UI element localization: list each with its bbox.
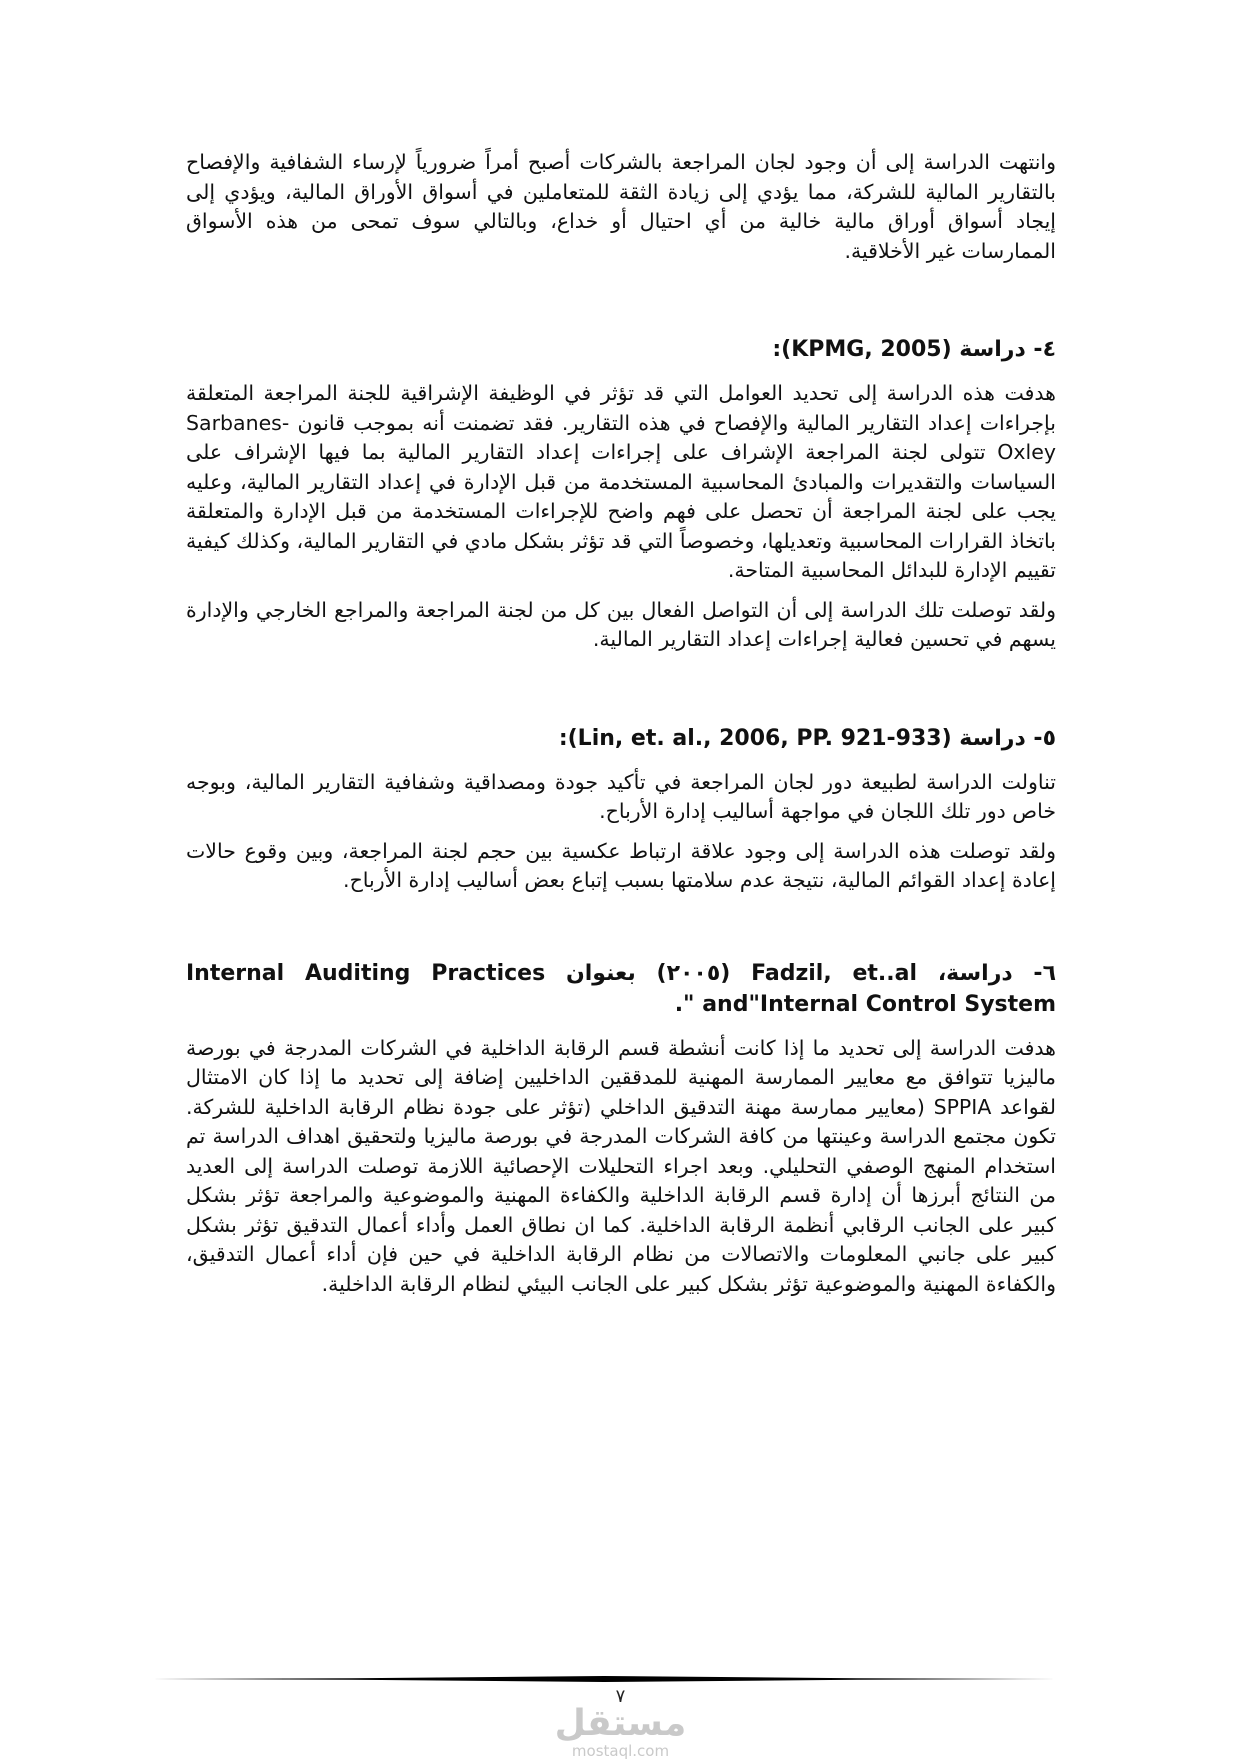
- watermark-site: mostaql.com: [571, 1742, 670, 1760]
- section-spacer: [186, 906, 1056, 958]
- section-5-paragraph-2: ولقد توصلت هذه الدراسة إلى وجود علاقة ارتباط عكسية بين حجم لجنة المراجعة، وبين وقوع حالات إعادة إعداد القوائم المالية، نتيجة عدم سلامتها بسبب إتباع بعض أساليب إدارة الأرباح.: [186, 838, 1056, 892]
- section-6-paragraph-1: هدفت الدراسة إلى تحديد ما إذا كانت أنشطة قسم الرقابة الداخلية في الشركات المدرجة في بورصة ماليزيا تتوافق مع معايير الممارسة المهنية للمدققين الداخليين إضافة إلى تحديد ما إذا كان الامتثال لقواعد SPPIA (معايير ممارسة مهنة التدقيق الداخلي (تؤثر على جودة نظام الرقابة الداخلية للشركة. تكون مجتمع الدراسة وعينتها من كافة الشركات المدرجة في بورصة ماليزيا ولتحقيق اهداف الدراسة تم استخدام المنهج الوصفي التحليلي. وبعد اجراء التحليلات الإحصائية اللازمة توصلت الدراسة إلى العديد من النتائج أبرزها أن إدارة قسم الرقابة الداخلية والكفاءة المهنية والموضوعية والمراجعة تؤثر بشكل كبير على الجانب الرقابي أنظمة الرقابة الداخلية. كما ان نطاق العمل وأداء أعمال التدقيق تؤثر بشكل كبير على جانبي المعلومات والاتصالات من نظام الرقابة الداخلية في حين فإن أداء أعمال التدقيق، والكفاءة المهنية والموضوعية تؤثر بشكل كبير على الجانب البيئي لنظام الرقابة الداخلية.: [186, 1035, 1056, 1296]
- intro-paragraph: وانتهت الدراسة إلى أن وجود لجان المراجعة بالشركات أصبح أمراً ضرورياً لإرساء الشفافية والإفصاح بالتقارير المالية للشركة، مما يؤدي إلى زيادة الثقة للمتعاملين في أسواق الأوراق المالية، ويؤدي إلى إيجاد أسواق أوراق مالية خالية من أي احتيال أو خداع، وبالتالي سوف تمحى من هذه الأسواق الممارسات غير الأخلاقية.: [186, 150, 1056, 263]
- section-heading-6: ٦- دراسة، Fadzil, et..al (٢٠٠٥) بعنوان Internal Auditing Practices and"Internal Control System ".: [186, 960, 1056, 1017]
- section-4-paragraph-2: ولقد توصلت تلك الدراسة إلى أن التواصل الفعال بين كل من لجنة المراجعة والمراجع الخارجي والإدارة يسهم في تحسين فعالية إجراءات إعداد التقارير المالية.: [186, 597, 1056, 651]
- section-heading-5: ٥- دراسة (Lin, et. al., 2006, PP. 921-933):: [558, 725, 1056, 751]
- section-heading-4: ٤- دراسة (KPMG, 2005):: [772, 337, 1056, 362]
- footer-rule: [152, 1676, 1057, 1682]
- watermark: [0, 1705, 1241, 1759]
- section-4-paragraph-1: هدفت هذه الدراسة إلى تحديد العوامل التي قد تؤثر في الوظيفة الإشراقية للجنة المراجعة المتعلقة بإجراءات إعداد التقارير المالية والإفصاح في هذه التقارير. فقد تضمنت أنه بموجب قانون Sarbanes-Oxley تتولى لجنة المراجعة الإشراف على إجراءات إعداد التقارير المالية بما فيها الإشراف على السياسات والتقديرات والمبادئ المحاسبية المستخدمة من قبل الإدارة في إعداد التقارير المالية، وعليه يجب على لجنة المراجعة أن تحصل على فهم واضح للإجراءات المستخدمة من قبل الإدارة والمتعلقة باتخاذ القرارات المحاسبية وتعديلها، وخصوصاً التي قد تؤثر بشكل مادي في التقارير المالية، وكذلك كيفية تقييم الإدارة للبدائل المحاسبية المتاحة.: [186, 381, 1056, 582]
- section-spacer: [186, 276, 1056, 334]
- section-5-paragraph-1: تناولت الدراسة لطبيعة دور لجان المراجعة في تأكيد جودة ومصداقية وشفافية التقارير المالية، وبوجه خاص دور تلك اللجان في مواجهة أساليب إدارة الأرباح.: [186, 769, 1056, 823]
- document-body: [186, 148, 1056, 1309]
- watermark-logo: مستقل: [554, 1703, 687, 1744]
- section-spacer: [186, 665, 1056, 723]
- page-number: ٧: [615, 1686, 626, 1707]
